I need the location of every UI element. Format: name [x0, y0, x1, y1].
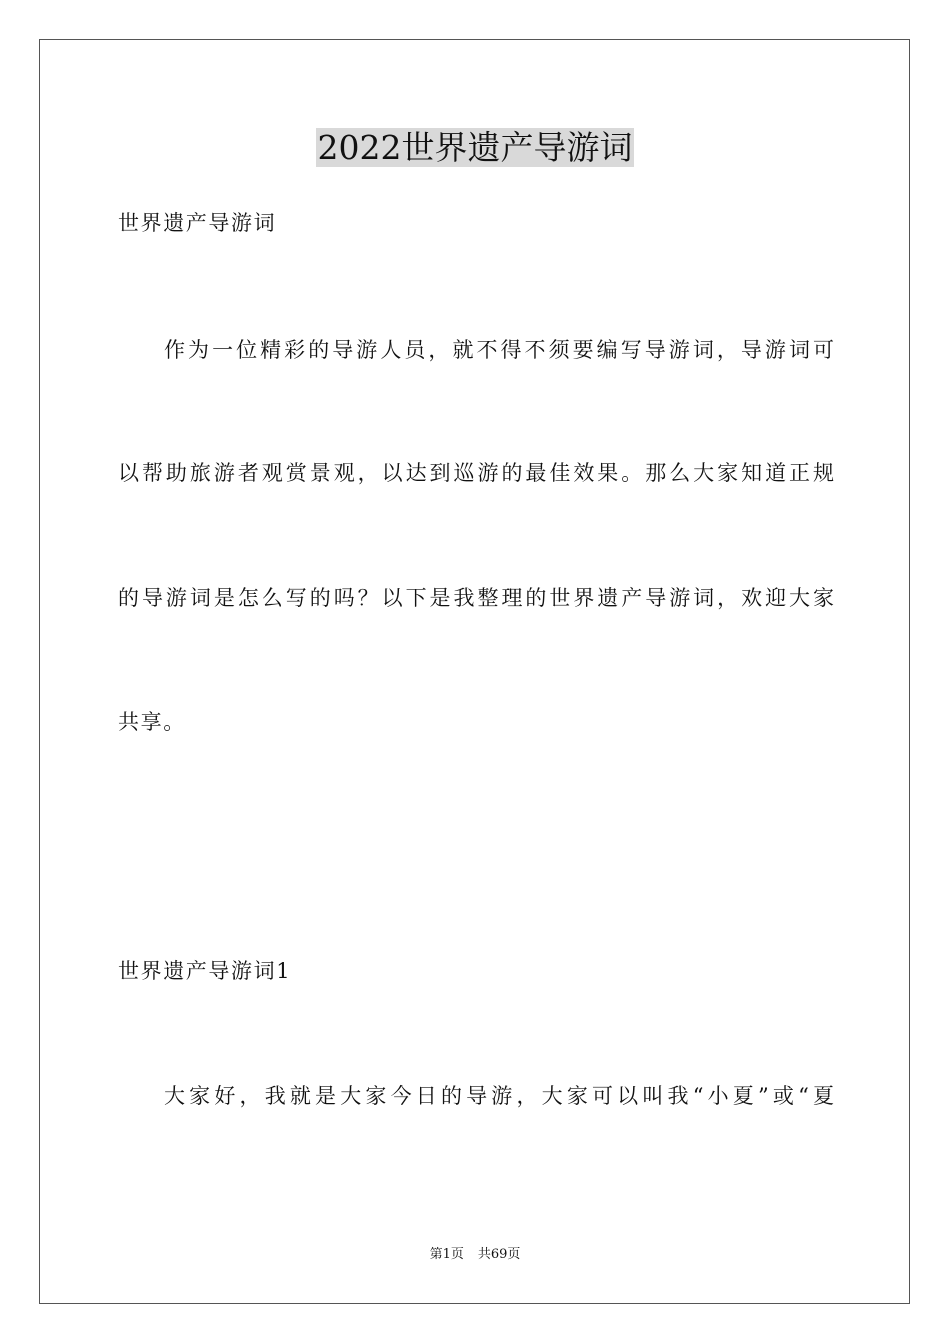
page-footer	[0, 1245, 950, 1265]
intro-line-1: 作为一位精彩的导游人员，就不得不须要编写导游词，导游词可	[164, 338, 834, 362]
intro-line-4: 共享。	[118, 710, 186, 734]
subtitle: 世界遗产导游词	[118, 211, 277, 235]
document-title-text: 2022世界遗产导游词	[317, 128, 633, 167]
section-heading: 世界遗产导游词1	[118, 959, 292, 983]
intro-line-2: 以帮助旅游者观赏景观，以达到巡游的最佳效果。那么大家知道正规	[118, 461, 834, 485]
intro-line-3: 的导游词是怎么写的吗？以下是我整理的世界遗产导游词，欢迎大家	[118, 586, 834, 610]
page-total: 共69页	[477, 1247, 521, 1262]
document-title	[0, 126, 950, 170]
section-line-1: 大家好，我就是大家今日的导游，大家可以叫我“小夏”或“夏	[164, 1084, 834, 1108]
page-number: 第1页	[429, 1247, 464, 1262]
